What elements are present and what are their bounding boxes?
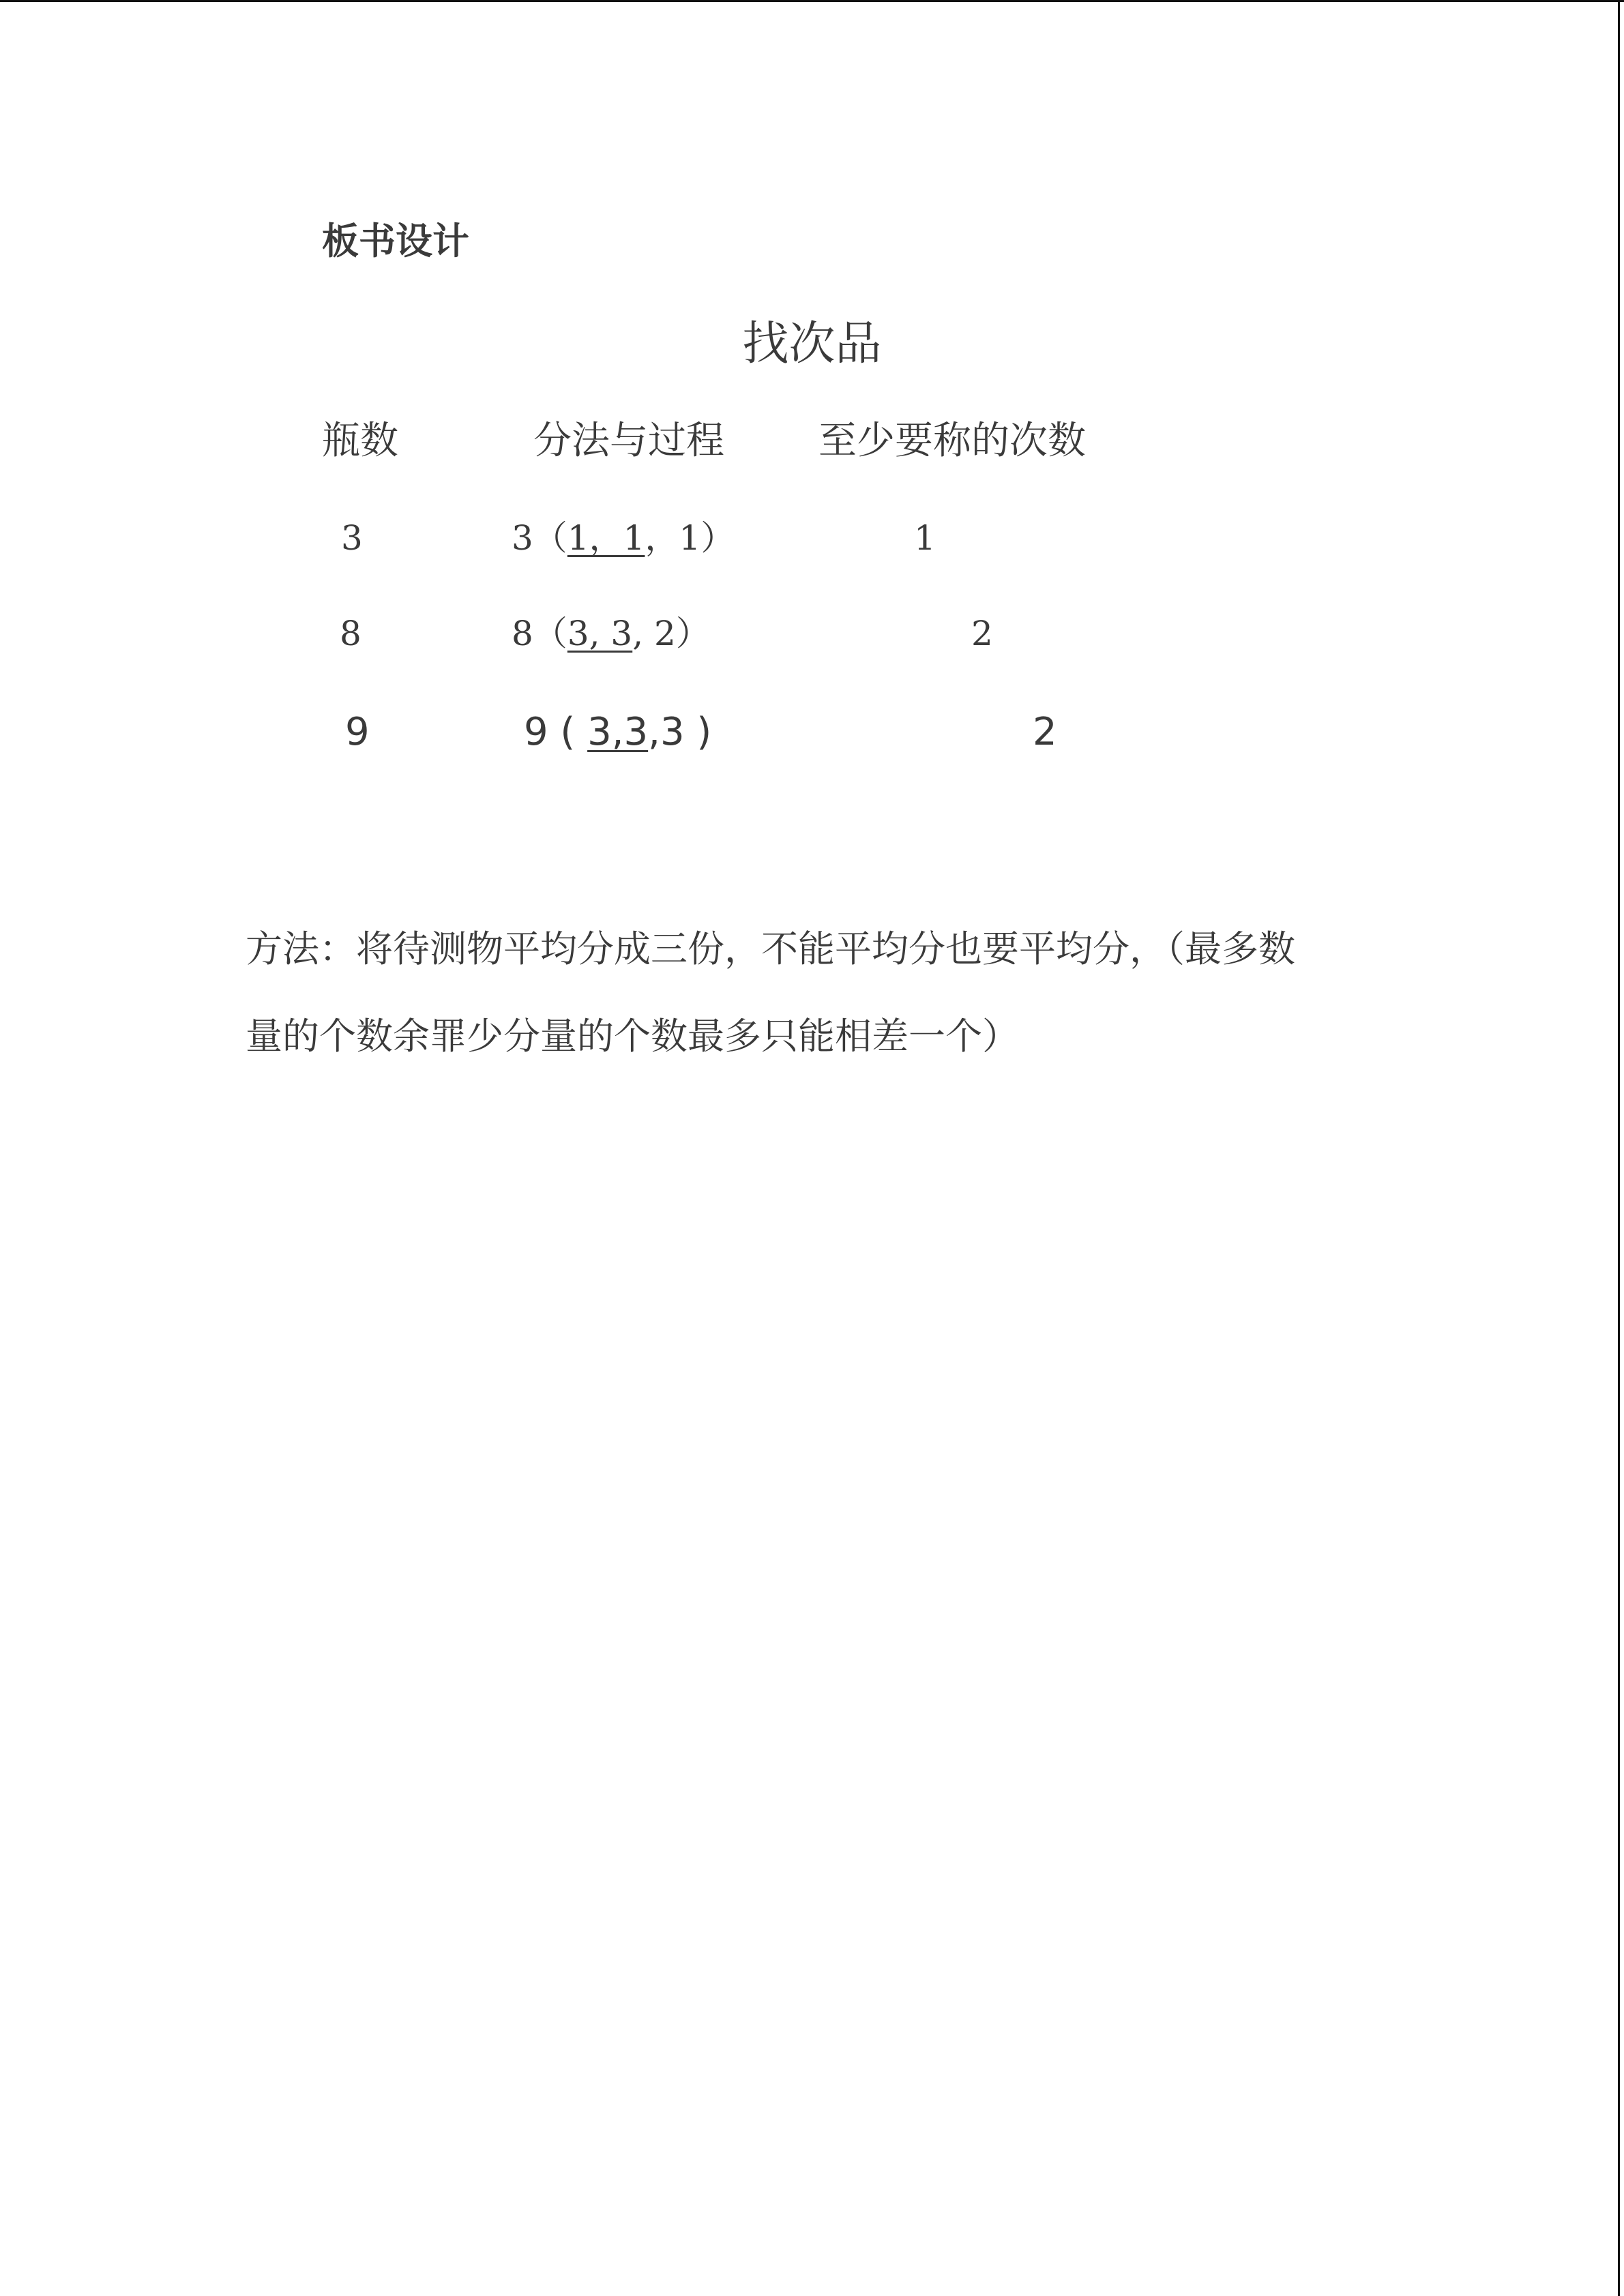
row-3-bottles: 9: [345, 710, 370, 754]
row-3-method: [524, 708, 711, 757]
row-3-times: 2: [1033, 710, 1057, 754]
row-3-method-underlined: 3,3: [587, 710, 649, 754]
row-2-method-underlined: 3, 3: [567, 614, 633, 653]
header-method: 分法与过程: [533, 419, 724, 463]
row-3-method-suffix: ,3 ): [648, 710, 712, 754]
method-paragraph: [246, 906, 1378, 1080]
method-line-2: 量的个数余罪少分量的个数最多只能相差一个）: [246, 1015, 1019, 1058]
row-3-method-prefix: 9 (: [524, 710, 588, 754]
row-1-method-underlined: 1，1: [567, 518, 645, 558]
page-border-top: [0, 0, 1624, 2]
row-1-method: [512, 516, 735, 561]
method-line-1: 方法：将待测物平均分成三份，不能平均分也要平均分，（最多数: [246, 927, 1295, 970]
header-bottles: 瓶数: [322, 419, 398, 463]
row-1-method-suffix: ，1）: [645, 518, 735, 558]
header-times: 至少要称的次数: [818, 419, 1086, 463]
row-2-method: [512, 611, 710, 656]
page-title: 找次品: [742, 317, 882, 371]
row-1-method-prefix: 3（: [512, 518, 567, 558]
row-1-bottles: 3: [341, 518, 363, 558]
row-2-times: 2: [971, 614, 993, 653]
section-heading: 板书设计: [322, 220, 469, 263]
row-2-method-suffix: , 2）: [632, 614, 710, 653]
row-1-times: 1: [914, 518, 936, 558]
row-2-bottles: 8: [340, 614, 361, 653]
row-2-method-prefix: 8（: [512, 614, 567, 653]
